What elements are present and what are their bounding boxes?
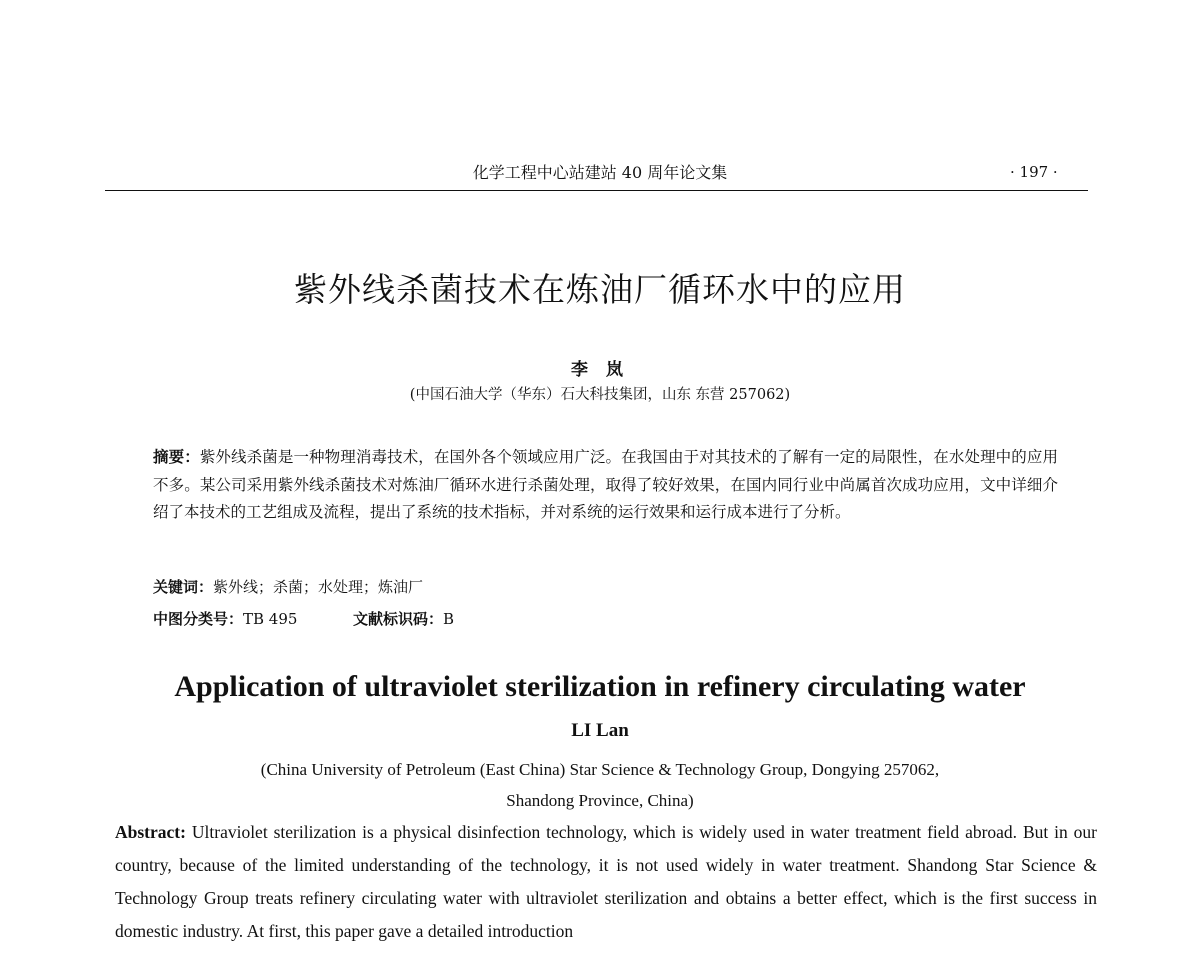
document-code-label: 文献标识码： xyxy=(353,610,444,628)
chinese-keywords-text: 紫外线；杀菌；水处理；炼油厂 xyxy=(213,578,424,596)
header-divider xyxy=(105,190,1088,191)
chinese-author: 李 岚 xyxy=(571,360,629,380)
chinese-keywords xyxy=(153,576,423,597)
running-header-title: 化学工程中心站建站 40 周年论文集 xyxy=(472,163,728,182)
clc-value: TB 495 xyxy=(243,610,298,628)
chinese-abstract-label: 摘要： xyxy=(153,447,200,466)
english-abstract-label: Abstract: xyxy=(115,822,186,842)
classification-line xyxy=(153,608,753,629)
english-affiliation-line-2: Shandong Province, China) xyxy=(506,791,694,810)
english-abstract-text: Ultraviolet sterilization is a physical disinfection technology, which is widely used in water treatment field abroad. But in our country, because of the limited understanding of the technology, it is not used widely in water treatment. Shandong Star Science & Technology Group treats refinery circulating water with ultraviolet sterilization and obtains a better effect, which is the first success in domestic industry. At first, this paper gave a detailed introduction xyxy=(115,822,1098,941)
document-code-value: B xyxy=(443,610,455,628)
document-code xyxy=(353,608,454,629)
english-author: LI Lan xyxy=(571,720,629,741)
clc-label: 中图分类号： xyxy=(153,610,244,628)
english-affiliation-line-1: (China University of Petroleum (East China) Star Science & Technology Group, Dongying 257062, xyxy=(260,760,940,779)
chinese-abstract-text: 紫外线杀菌是一种物理消毒技术，在国外各个领域应用广泛。在我国由于对其技术的了解有一定的局限性，在水处理中的应用不多。某公司采用紫外线杀菌技术对炼油厂循环水进行杀菌处理，取得了较好效果，在国内同行业中尚属首次成功应用，文中详细介绍了本技术的工艺组成及流程，提出了系统的技术指标，并对系统的运行效果和运行成本进行了分析。 xyxy=(153,448,1058,521)
chinese-keywords-label: 关键词： xyxy=(153,578,214,596)
english-affiliation xyxy=(0,754,1200,816)
chinese-title: 紫外线杀菌技术在炼油厂循环水中的应用 xyxy=(294,270,906,309)
english-abstract xyxy=(115,816,1097,948)
english-title: Application of ultraviolet sterilization in refinery circulating water xyxy=(174,670,1026,703)
chinese-abstract xyxy=(153,443,1058,527)
chinese-affiliation: (中国石油大学（华东）石大科技集团，山东 东营 257062) xyxy=(409,387,791,403)
page-number: · 197 · xyxy=(1010,163,1058,181)
